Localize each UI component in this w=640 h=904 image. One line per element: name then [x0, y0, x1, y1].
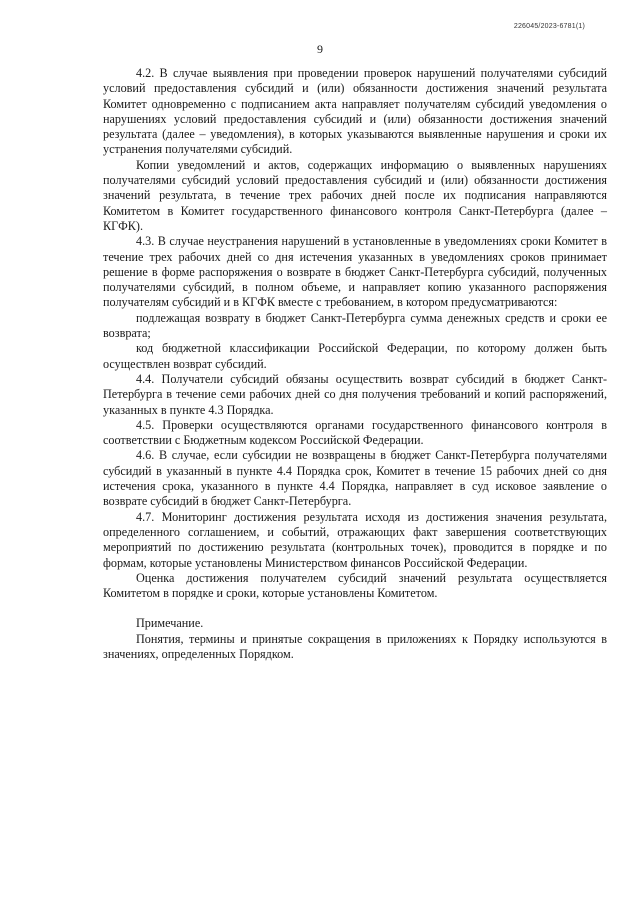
paragraph-result-evaluation: Оценка достижения получателем субсидий значений результата осуществляется Комитетом в порядке и сроки, которые установлены Комитетом. — [103, 570, 607, 601]
paragraph-4-4: 4.4. Получатели субсидий обязаны осуществить возврат субсидий в бюджет Санкт-Петербурга в течение семи рабочих дней со дня получения требований и копий распоряжений, указанных в пункте 4.3 Порядка. — [103, 371, 607, 417]
paragraph-4-2: 4.2. В случае выявления при проведении проверок нарушений получателями субсидий условий предоставления субсидий и (или) обязанности достижения значений результата Комитет одновременно с подписанием акта направляет получателям субсидий уведомления о нарушениях условий предоставления субсидий и (или) обязанности достижения значений результата (далее – уведомления), в которых указываются выявленные нарушения и сроки их устранения получателями субсидий. — [103, 66, 607, 157]
document-registration-code: 226045/2023-6781(1) — [513, 23, 585, 30]
page-number: 9 — [317, 42, 323, 56]
paragraph-4-6: 4.6. В случае, если субсидии не возвращены в бюджет Санкт-Петербурга получателями субсидий в указанный в пункте 4.4 Порядка срок, Комитет в течение 15 рабочих дней со дня истечения срока, указанного в пункте 4.4 Порядка, направляет в суд исковое заявление о возврате субсидий в бюджет Санкт-Петербурга. — [103, 448, 607, 509]
document-body — [103, 66, 607, 662]
paragraph-return-amount: подлежащая возврату в бюджет Санкт-Петербурга сумма денежных средств и сроки ее возврата; — [103, 310, 607, 341]
paragraph-budget-code: код бюджетной классификации Российской Федерации, по которому должен быть осуществлен возврат субсидий. — [103, 341, 607, 371]
note-title: Примечание. — [136, 616, 204, 631]
paragraph-4-7: 4.7. Мониторинг достижения результата исходя из достижения значения результата, определенного соглашением, и событий, отражающих факт завершения соответствующих мероприятий по достижению результата (контрольных точек), проводится в порядке и по формам, которые установлены Министерством финансов Российской Федерации. — [103, 509, 607, 570]
paragraph-4-5: 4.5. Проверки осуществляются органами государственного финансового контроля в соответствии с Бюджетным кодексом Российской Федерации. — [103, 417, 607, 448]
paragraph-4-3: 4.3. В случае неустранения нарушений в установленные в уведомлениях сроки Комитет в течение трех рабочих дней со дня истечения указанных в уведомлениях сроков принимает решение в форме распоряжения о возврате в бюджет Санкт-Петербурга субсидий, полученных получателями субсидий, в полном объеме, и направляет копию указанного распоряжения получателям субсидий и в КГФК вместе с требованием, в котором предусматриваются: — [103, 234, 607, 310]
paragraph-copies-notice: Копии уведомлений и актов, содержащих информацию о выявленных нарушениях получателями субсидий условий предоставления субсидий и (или) обязанности достижения значений результата, в течение трех рабочих дней после их подписания направляются Комитетом в Комитет государственного финансового контроля Санкт-Петербурга (далее – КГФК). — [103, 157, 607, 233]
note-text: Понятия, термины и принятые сокращения в приложениях к Порядку используются в значениях, определенных Порядком. — [103, 631, 607, 661]
